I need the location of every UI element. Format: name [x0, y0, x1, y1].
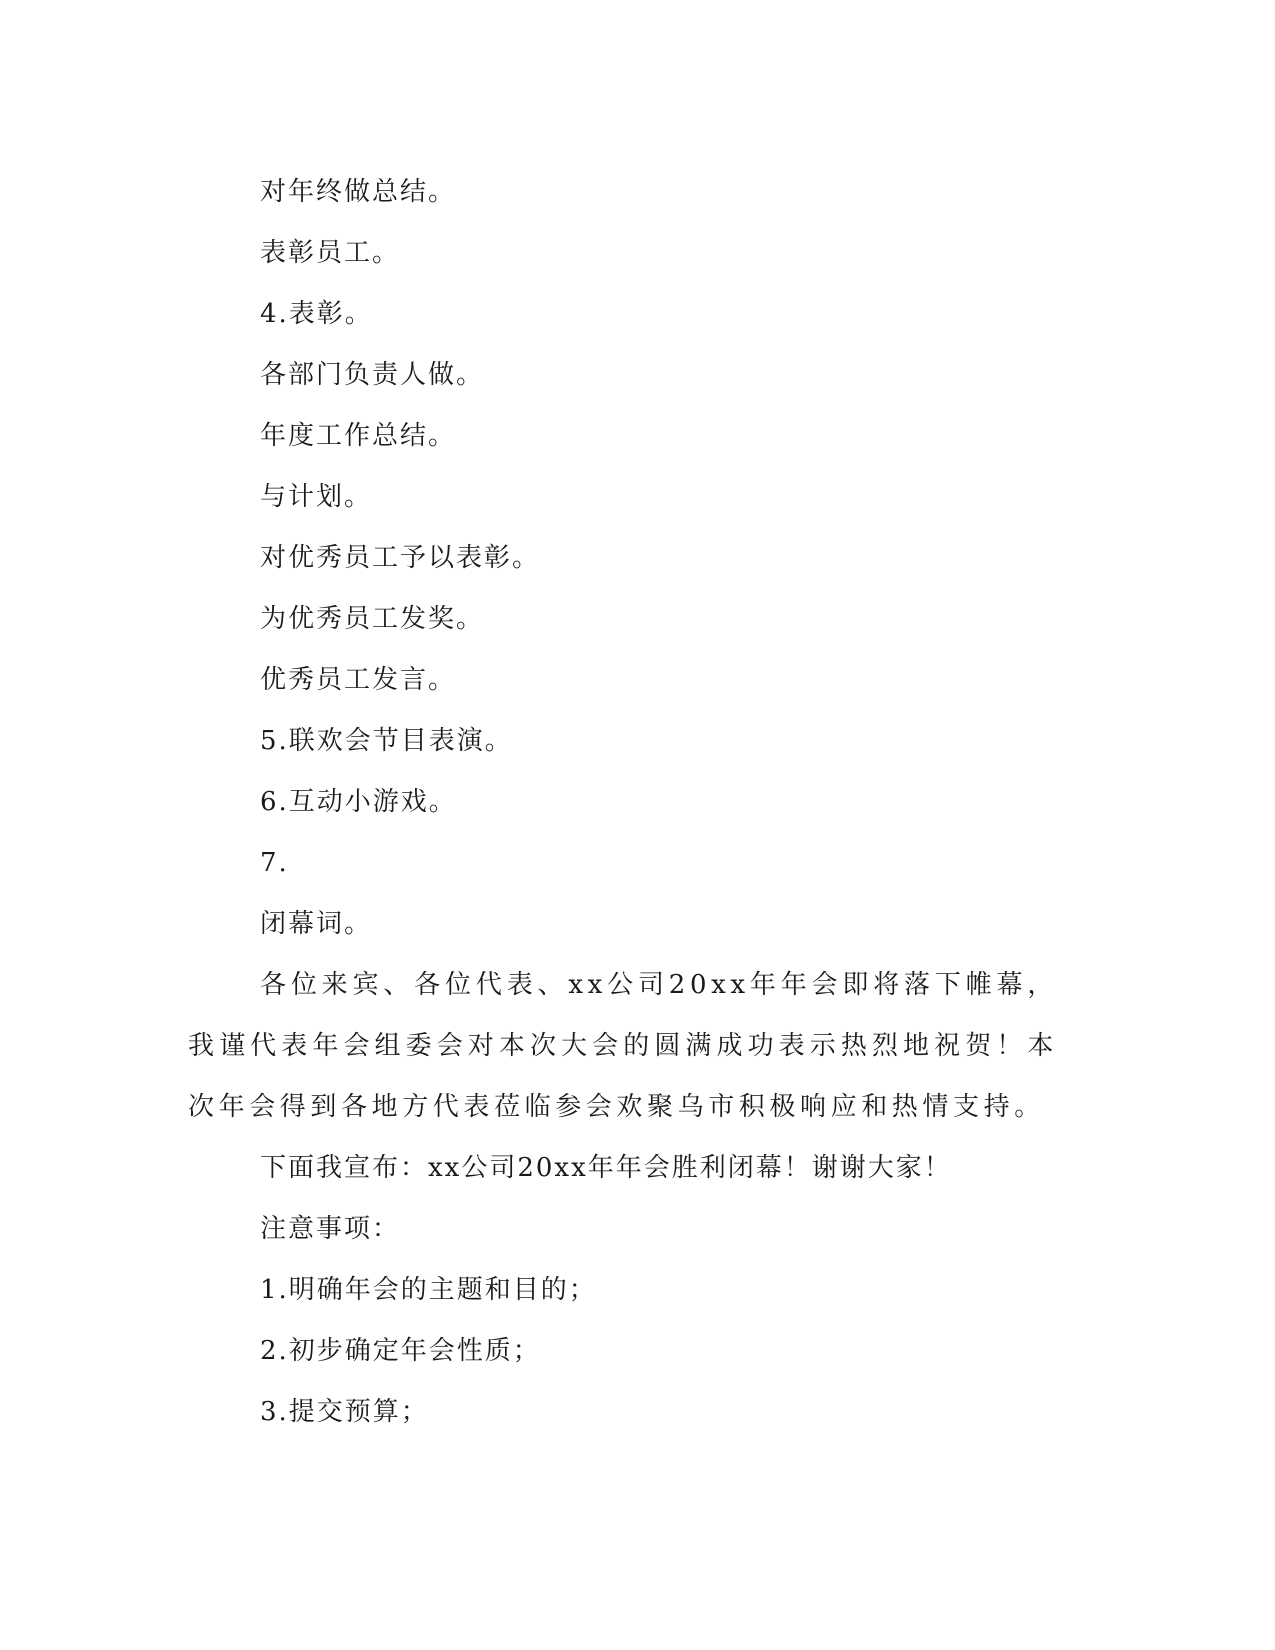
text-line: 对年终做总结。	[260, 177, 457, 207]
text-line: 为优秀员工发奖。	[260, 604, 485, 634]
text-line: 注意事项：	[260, 1214, 401, 1244]
text-line: 1.明确年会的主题和目的；	[260, 1275, 597, 1305]
document-body	[188, 162, 1058, 1443]
text-line: 3.提交预算；	[260, 1397, 429, 1427]
text-line: 优秀员工发言。	[260, 665, 457, 695]
text-line: 与计划。	[260, 482, 373, 512]
text-line: 对优秀员工予以表彰。	[260, 543, 541, 573]
text-line: 各部门负责人做。	[260, 360, 485, 390]
text-line: 6.互动小游戏。	[260, 787, 457, 817]
text-line: 4.表彰。	[260, 299, 373, 329]
text-line: 下面我宣布：xx公司20xx年年会胜利闭幕！谢谢大家！	[260, 1153, 952, 1183]
text-line: 2.初步确定年会性质；	[260, 1336, 541, 1366]
text-line: 年度工作总结。	[260, 421, 457, 451]
text-line: 5.联欢会节目表演。	[260, 726, 513, 756]
closing-paragraph: 各位来宾、各位代表、xx公司20xx年年会即将落下帷幕，我谨代表年会组委会对本次大会的圆满成功表示热烈地祝贺！本次年会得到各地方代表莅临参会欢聚乌市积极响应和热情支持。	[188, 970, 1058, 1122]
text-line: 表彰员工。	[260, 238, 401, 268]
text-line: 闭幕词。	[260, 909, 373, 939]
text-line: 7.	[260, 848, 289, 878]
